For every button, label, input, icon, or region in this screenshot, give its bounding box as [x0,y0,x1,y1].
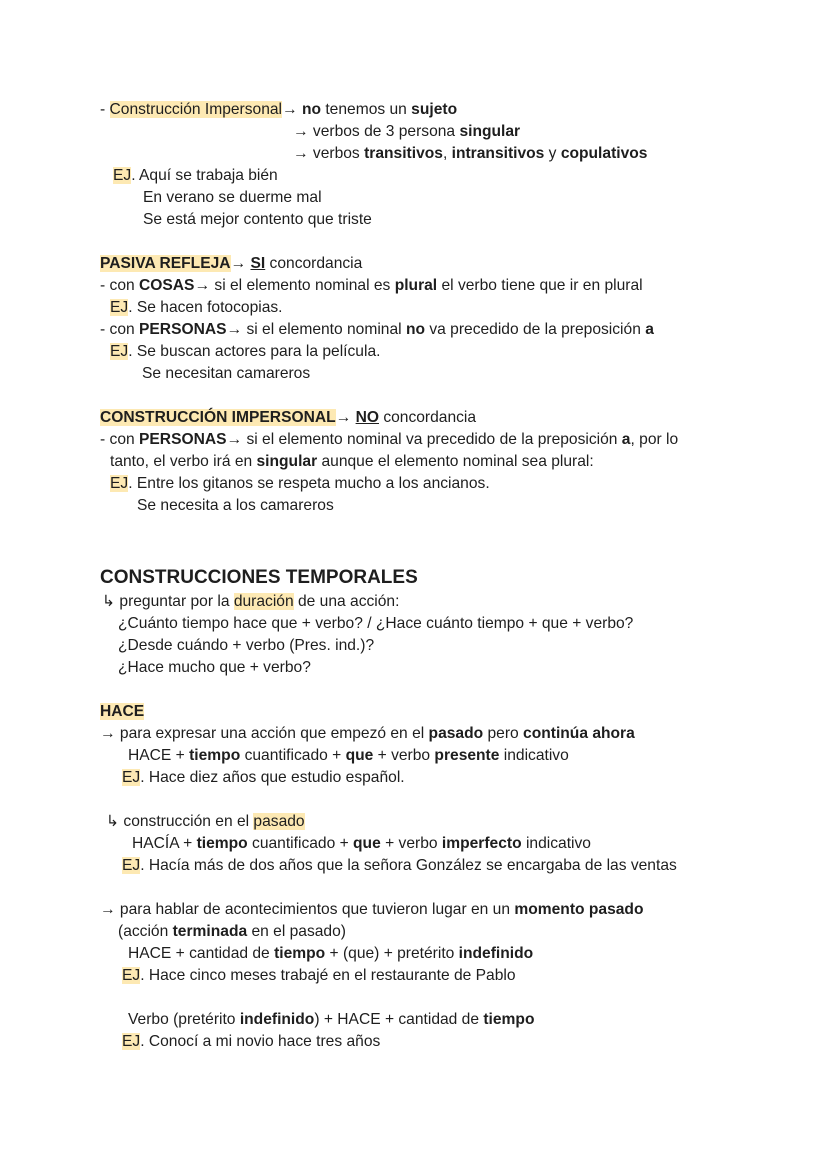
bold-text: imperfecto [441,835,522,852]
text-segment: → verbos de 3 persona [293,123,460,140]
text-segment: → para expresar una acción que empezó en el [100,725,429,742]
text-segment: cuantificado + [240,747,346,764]
text-line [128,943,533,965]
text-segment: va precedido de la preposición [425,321,646,338]
highlighted-text: EJ [110,343,129,360]
text-segment: indicativo [499,747,569,764]
text-line [100,899,643,921]
text-line [142,363,310,385]
text-segment: y [544,145,561,162]
text-segment: - [100,101,110,118]
highlighted-text: EJ [122,769,141,786]
text-segment: indicativo [521,835,591,852]
text-line [122,767,405,789]
text-segment: Se está mejor contento que triste [143,211,372,228]
bold-text: momento pasado [514,901,644,918]
text-line [110,297,283,319]
text-segment: , por lo [630,431,679,448]
text-segment: . Hace diez años que estudio español. [140,769,405,786]
section-heading [100,566,418,588]
text-line [100,99,457,121]
text-segment: → verbos [293,145,365,162]
text-line [100,275,643,297]
text-segment: + verbo [380,835,442,852]
bold-text: no [405,321,426,338]
text-segment: . Hacía más de dos años que la señora González se encargaba de las ventas [140,857,677,874]
text-line [102,591,399,613]
text-segment: ¿Cuánto tiempo hace que + verbo? / ¿Hace cuánto tiempo + que + verbo? [118,615,634,632]
highlighted-text: EJ [122,857,141,874]
text-line [122,855,677,877]
text-segment: ¿Desde cuándo + verbo (Pres. ind.)? [118,637,375,654]
text-segment: - con [100,277,139,294]
text-line [113,165,278,187]
text-segment: → para hablar de acontecimientos que tuvieron lugar en un [100,901,515,918]
text-line [122,965,516,987]
text-segment: de una acción: [293,593,400,610]
text-segment: . Conocí a mi novio hace tres años [140,1033,381,1050]
bold-text: intransitivos [451,145,545,162]
text-segment: . Se hacen fotocopias. [128,299,283,316]
highlighted-text: EJ [110,475,129,492]
text-line [132,833,591,855]
bold-text: singular [256,453,318,470]
text-line [100,723,635,745]
bold-text: SI [250,255,266,272]
text-segment: ) + HACE + cantidad de [314,1011,484,1028]
bold-text: presente [434,747,500,764]
text-segment: HACE + [128,747,190,764]
text-segment: → si el elemento nominal es [194,277,395,294]
bold-text: pasado [428,725,484,742]
text-segment: aunque el elemento nominal sea plural: [317,453,594,470]
text-segment: ¿Hace mucho que + verbo? [118,659,311,676]
text-line [122,1031,380,1053]
bold-text: sujeto [411,101,458,118]
text-segment: , [442,145,452,162]
text-segment: . Aquí se trabaja bién [131,167,278,184]
text-segment: HACÍA + [132,835,197,852]
bold-text: COSAS [139,277,195,294]
bold-text: PERSONAS [139,321,227,338]
highlighted-text: Construcción Impersonal [109,101,283,118]
text-segment: . Entre los gitanos se respeta mucho a los ancianos. [128,475,490,492]
highlighted-text: duración [233,593,294,610]
text-line [118,613,633,635]
bold-text: transitivos [364,145,443,162]
text-line [128,1009,534,1031]
text-segment: → [230,255,251,272]
highlighted-text: pasado [253,813,305,830]
text-segment: CONSTRUCCIONES TEMPORALES [100,567,418,588]
text-segment: . Se buscan actores para la película. [128,343,381,360]
bold-text: plural [394,277,438,294]
text-segment: Se necesita a los camareros [137,497,334,514]
text-line [100,701,144,723]
bold-text: indefinido [458,945,534,962]
highlighted-text: PASIVA REFLEJA [100,255,231,272]
bold-text: terminada [172,923,248,940]
bold-text: a [645,321,654,338]
text-segment: Verbo (pretérito [128,1011,240,1028]
text-line [100,407,476,429]
text-segment: tanto, el verbo irá en [110,453,257,470]
text-segment: cuantificado + [247,835,354,852]
text-line [110,451,594,473]
text-line [110,473,490,495]
text-segment: ↳ construcción en el [106,813,254,830]
text-segment: → [282,101,302,118]
bold-text: indefinido [239,1011,315,1028]
text-line [137,495,334,517]
text-line [128,745,569,767]
text-segment: → [335,409,356,426]
text-line [293,143,647,165]
text-segment: concordancia [265,255,363,272]
bold-text: tiempo [274,945,326,962]
text-segment: HACE + cantidad de [128,945,275,962]
text-segment: - con [100,321,139,338]
bold-text: continúa ahora [523,725,635,742]
text-segment: + (que) + pretérito [325,945,459,962]
bold-text: que [345,747,374,764]
bold-text: singular [459,123,521,140]
highlighted-text: EJ [122,1033,141,1050]
text-line [100,429,678,451]
highlighted-text: EJ [110,299,129,316]
text-segment: el verbo tiene que ir en plural [437,277,643,294]
text-segment: En verano se duerme mal [143,189,322,206]
text-segment: - con [100,431,139,448]
text-segment: → si el elemento nominal va precedido de la preposición [226,431,622,448]
highlighted-text: EJ [122,967,141,984]
text-line [110,341,380,363]
bold-text: no [301,101,322,118]
text-line [143,209,372,231]
text-segment: + verbo [373,747,435,764]
text-line [100,319,654,341]
text-segment: → si el elemento nominal [226,321,406,338]
text-line [118,635,374,657]
text-line [106,811,305,833]
text-segment: Se necesitan camareros [142,365,311,382]
bold-text: PERSONAS [139,431,227,448]
text-segment: tenemos un [321,101,412,118]
text-segment: en el pasado) [247,923,346,940]
bold-text: copulativos [560,145,648,162]
highlighted-text: EJ [113,167,132,184]
bold-text: tiempo [483,1011,535,1028]
bold-text: tiempo [196,835,248,852]
text-line [293,121,520,143]
bold-text: NO [355,409,379,426]
highlighted-text: CONSTRUCCIÓN IMPERSONAL [100,409,336,426]
text-segment: pero [483,725,524,742]
bold-text: que [353,835,381,852]
text-line [143,187,322,209]
text-segment: (acción [118,923,173,940]
bold-text: a [621,431,631,448]
text-line [100,253,362,275]
text-line [118,657,311,679]
bold-text: tiempo [189,747,241,764]
text-segment: ↳ preguntar por la [102,593,234,610]
highlighted-text: HACE [100,703,145,720]
text-line [118,921,346,943]
text-segment: . Hace cinco meses trabajé en el restaurante de Pablo [140,967,516,984]
text-segment: concordancia [378,409,477,426]
